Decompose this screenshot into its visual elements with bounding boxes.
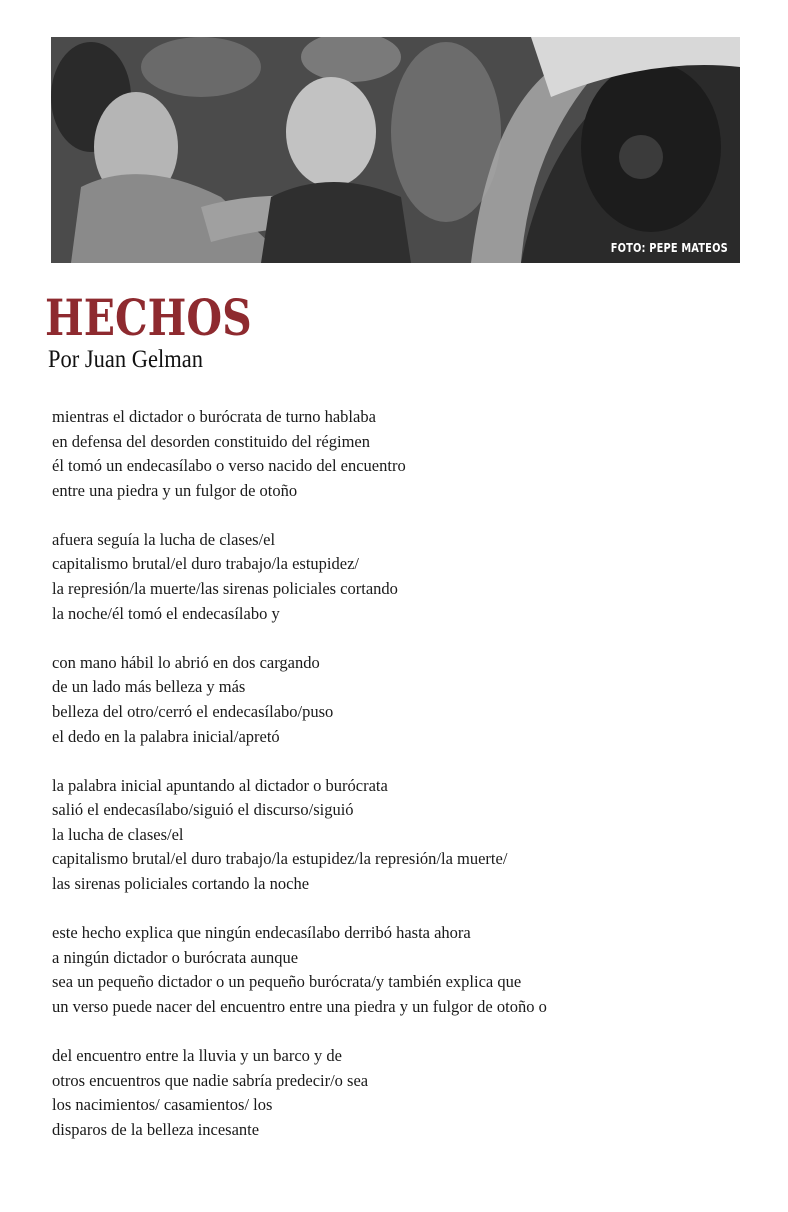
poem-line: entre una piedra y un fulgor de otoño	[52, 480, 298, 500]
poem-stanza	[52, 921, 692, 1019]
poem-line: la palabra inicial apuntando al dictador o burócrata	[52, 775, 388, 795]
poem-line: de un lado más belleza y más	[52, 677, 246, 697]
protest-photo-illustration	[51, 37, 740, 263]
poem-line: salió el endecasílabo/siguió el discurso/siguió	[52, 800, 354, 820]
poem-stanza	[52, 405, 692, 503]
poem-line: belleza del otro/cerró el endecasílabo/puso	[52, 701, 334, 721]
photo-credit: FOTO: PEPE MATEOS	[610, 241, 728, 255]
poem-line: él tomó un endecasílabo o verso nacido del encuentro	[52, 456, 406, 476]
poem-line: el dedo en la palabra inicial/apretó	[52, 726, 280, 746]
poem-line: mientras el dictador o burócrata de turno hablaba	[52, 407, 376, 426]
poem-line: la noche/él tomó el endecasílabo y	[52, 603, 280, 623]
poem-line: disparos de la belleza incesante	[52, 1119, 260, 1139]
poem-stanza	[52, 774, 692, 897]
poem-body	[52, 405, 692, 1167]
poem-line: la lucha de clases/el	[52, 824, 184, 844]
poem-line: del encuentro entre la lluvia y un barco y de	[52, 1045, 343, 1065]
poem-line: sea un pequeño dictador o un pequeño burócrata/y también explica que	[52, 972, 522, 992]
poem-line: la represión/la muerte/las sirenas policiales cortando	[52, 579, 398, 599]
poem-stanza	[52, 528, 692, 626]
poem-line: las sirenas policiales cortando la noche	[52, 874, 310, 893]
poem-line: afuera seguía la lucha de clases/el	[52, 529, 276, 549]
poem-line: un verso puede nacer del encuentro entre una piedra y un fulgor de otoño o	[52, 996, 547, 1016]
poem-line: otros encuentros que nadie sabría predecir/o sea	[52, 1070, 369, 1090]
poem-line: con mano hábil lo abrió en dos cargando	[52, 652, 320, 672]
poem-line: este hecho explica que ningún endecasílabo derribó hasta ahora	[52, 923, 471, 943]
poem-title: HECHOS	[45, 288, 252, 347]
poem-stanza	[52, 651, 692, 749]
poem-line: capitalismo brutal/el duro trabajo/la estupidez/	[52, 554, 359, 574]
poem-stanza	[52, 1044, 692, 1142]
poem-byline: Por Juan Gelman	[48, 346, 203, 373]
poem-line: a ningún dictador o burócrata aunque	[52, 947, 299, 967]
poem-line: capitalismo brutal/el duro trabajo/la estupidez/la represión/la muerte/	[52, 849, 508, 869]
poem-line: en defensa del desorden constituido del régimen	[52, 431, 370, 451]
header-photo	[51, 37, 740, 263]
poem-line: los nacimientos/ casamientos/ los	[52, 1095, 273, 1115]
